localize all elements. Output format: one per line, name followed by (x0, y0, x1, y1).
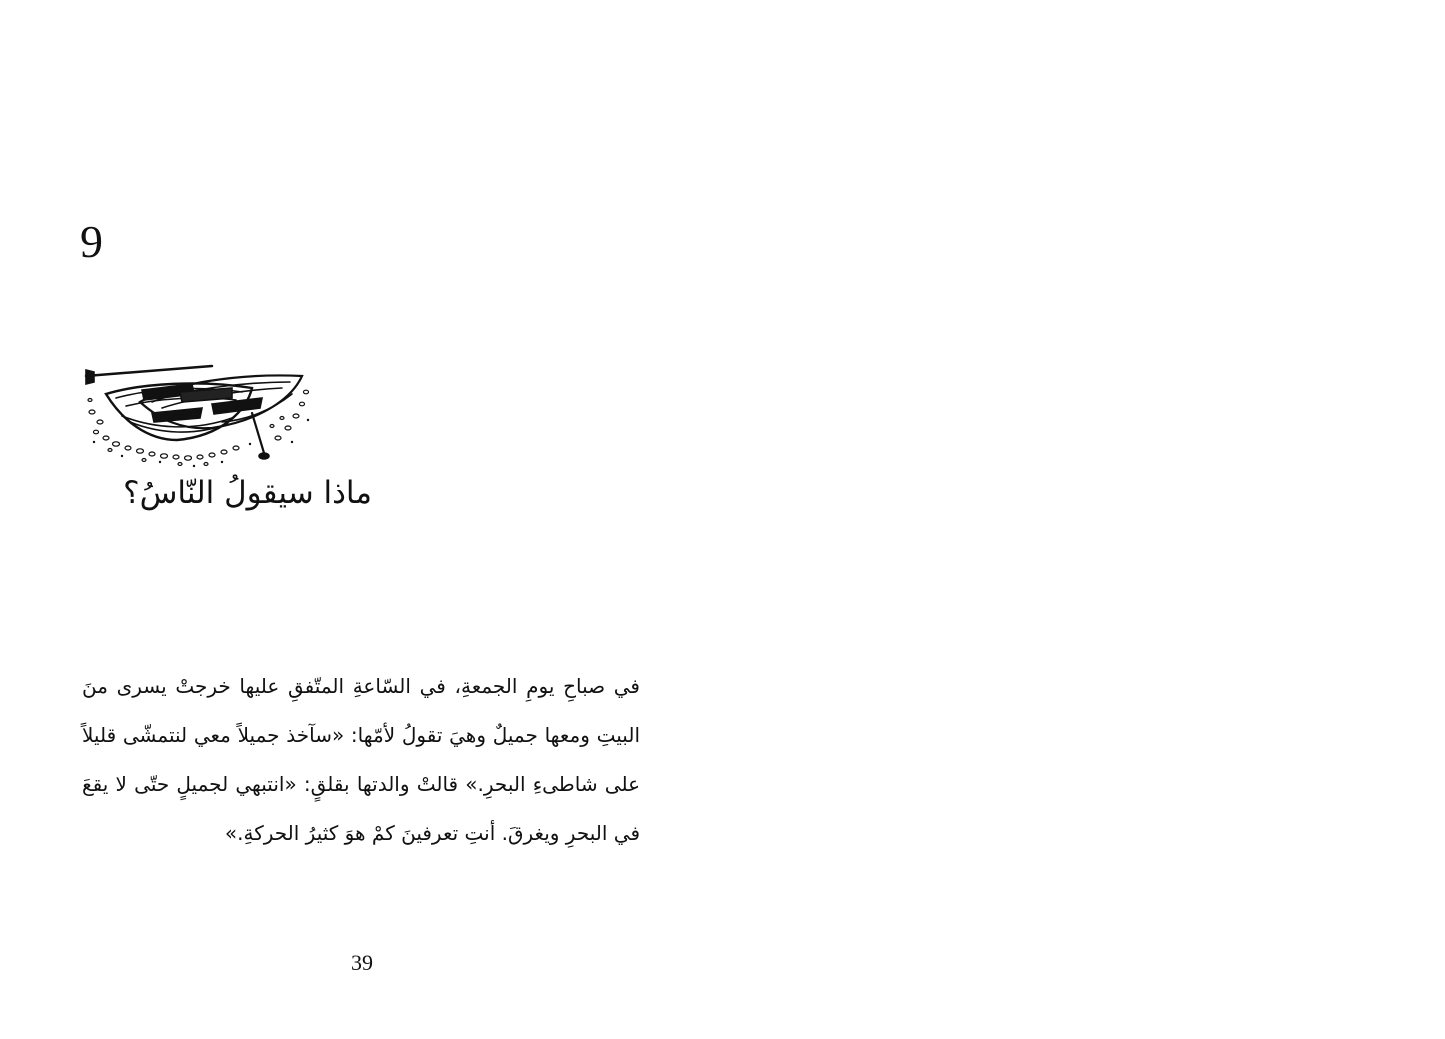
rowboat-illustration-icon (82, 358, 312, 470)
page-number: 39 (351, 950, 373, 975)
chapter-title: ماذا سيقولُ النّاسُ؟ (123, 475, 372, 511)
body-paragraph: في صباحِ يومِ الجمعةِ، في السّاعةِ المتّفقِ عليها خرجتْ يسرى منَ البيتِ ومعها جميلٌ وهيَ تقولُ لأمّها: «سآخذ جميلاً معي لنتمشّى قليلاً على شاطىءِ البحرِ.» قالتْ والدتها بقلقٍ: «انتبهي لجميلٍ حتّى لا يقعَ في البحرِ ويغرقَ. أنتِ تعرفينَ كمْ هوَ كثيرُ الحركةِ.» (82, 674, 640, 845)
chapter-number: 9 (80, 216, 103, 267)
